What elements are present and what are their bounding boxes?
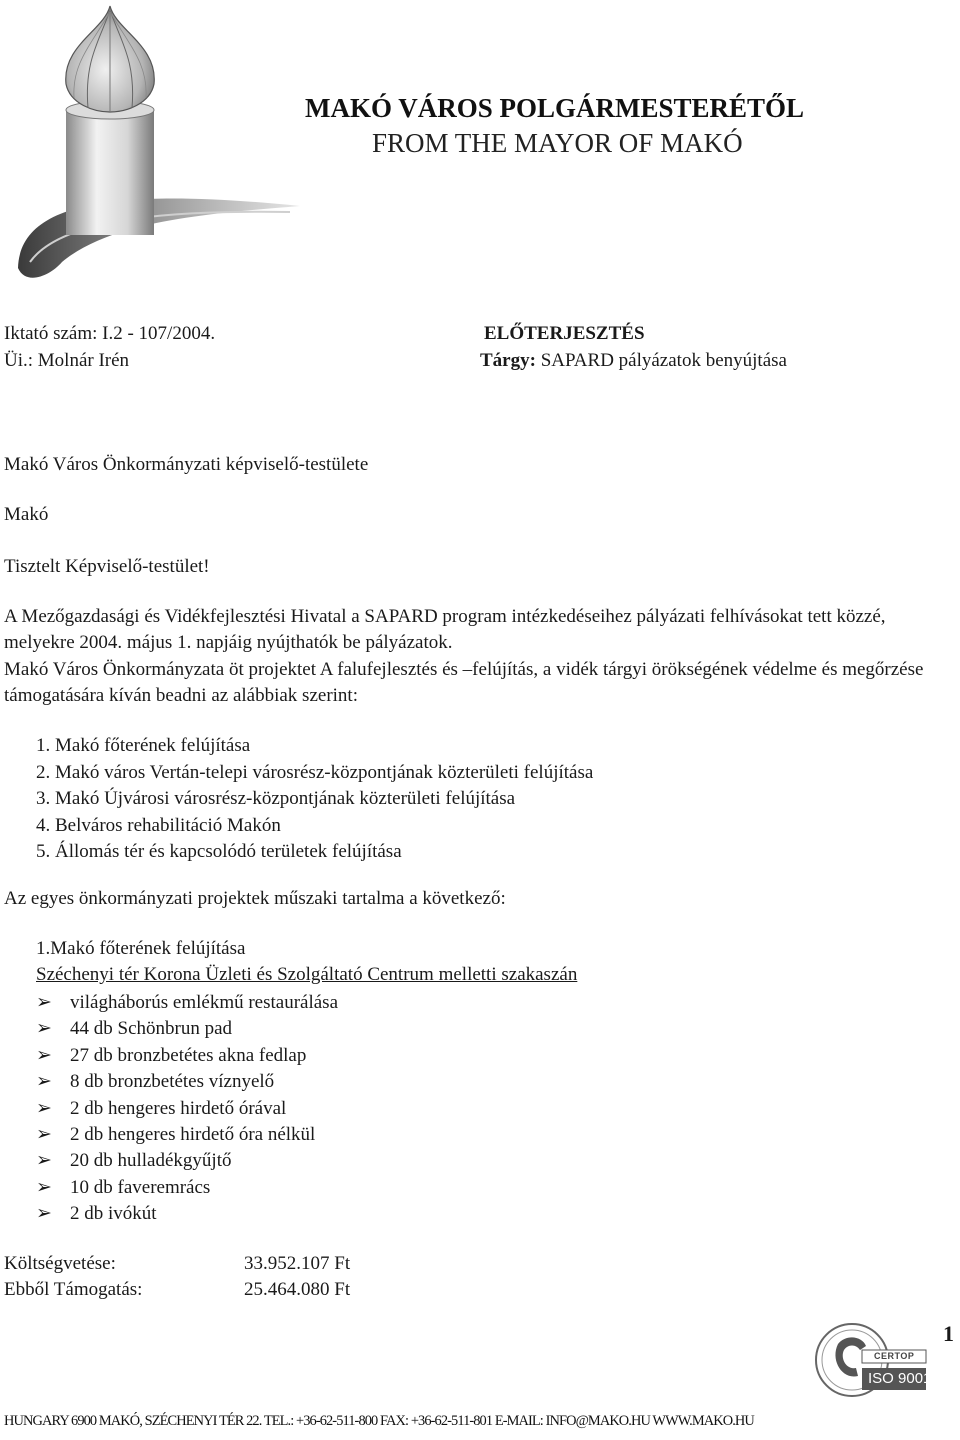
title-english: FROM THE MAYOR OF MAKÓ: [372, 128, 743, 158]
arrow-bullet-icon: ➢: [36, 1150, 52, 1172]
arrow-bullet-icon: ➢: [36, 1124, 52, 1146]
section-heading: 1.Makó főterének felújítása: [36, 938, 246, 959]
list-item: 2. Makó város Vertán-telepi városrész-központjának közterületi felújítása: [36, 761, 594, 783]
list-item: 1. Makó főterének felújítása: [36, 735, 251, 756]
salutation: Tisztelt Képviselő-testület!: [4, 556, 210, 577]
arrow-bullet-icon: ➢: [36, 992, 52, 1013]
list-item: [36, 1148, 338, 1174]
list-item: [36, 1175, 338, 1201]
registration-number: Iktató szám: I.2 - 107/2004.: [4, 323, 216, 344]
subject-label: Tárgy:: [480, 350, 536, 371]
intro-paragraph-1: A Mezőgazdasági és Vidékfejlesztési Hivatal a SAPARD program intézkedéseihez pályázati felhívásokat tett közzé, melyekre 2004. május 1. napjáig nyújthatók be pályázatok.: [4, 606, 886, 653]
list-item-text: 20 db hulladékgyűjtő: [70, 1150, 232, 1172]
list-item-text: 10 db faveremrács: [70, 1176, 211, 1198]
list-item-text: 44 db Schönbrun pad: [70, 1018, 233, 1040]
subject-value: SAPARD pályázatok benyújtása: [540, 350, 787, 371]
arrow-bullet-icon: ➢: [36, 1203, 52, 1225]
section-subheading: Széchenyi tér Korona Üzleti és Szolgáltató Centrum melletti szakaszán: [36, 964, 578, 985]
list-item: [36, 1201, 338, 1227]
budget-support-label: Ebből Támogatás:: [4, 1279, 143, 1300]
subject-line: [480, 350, 787, 372]
list-item: 5. Állomás tér és kapcsolódó területek felújítása: [36, 841, 402, 863]
budget-support-value: 25.464.080 Ft: [244, 1279, 351, 1300]
arrow-bullet-icon: ➢: [36, 1044, 52, 1066]
project-list: [36, 733, 593, 866]
certifier-brand: CERTOP: [874, 1351, 915, 1361]
page-number: 1: [943, 1321, 954, 1346]
arrow-bullet-icon: ➢: [36, 1071, 52, 1093]
intro-paragraph-2: Makó Város Önkormányzata öt projektet A falufejlesztés és –felújítás, a vidék tárgyi örökségének védelme és megőrzése támogatására kíván beadni az alábbiak szerint:: [4, 659, 924, 706]
budget-total-value: 33.952.107 Ft: [244, 1253, 351, 1274]
list-item-text: 2 db hengeres hirdető órával: [70, 1097, 287, 1119]
list-item: 4. Belváros rehabilitáció Makón: [36, 814, 281, 836]
document-type: ELŐTERJESZTÉS: [484, 323, 645, 344]
title-hungarian: MAKÓ VÁROS POLGÁRMESTERÉTŐL: [305, 93, 805, 123]
list-item: [36, 990, 338, 1016]
list-item: [36, 1043, 338, 1069]
arrow-bullet-icon: ➢: [36, 1097, 52, 1119]
budget-total-label: Költségvetése:: [4, 1253, 116, 1274]
addressee-body: Makó Város Önkormányzati képviselő-testülete: [4, 454, 369, 475]
case-handler: Üi.: Molnár Irén: [4, 350, 130, 371]
list-item-text: 27 db bronzbetétes akna fedlap: [70, 1044, 307, 1066]
list-item: [36, 1096, 338, 1122]
equipment-list: [36, 990, 338, 1228]
addressee-city: Makó: [4, 504, 49, 525]
footer-contact: HUNGARY 6900 MAKÓ, SZÉCHENYI TÉR 22. TEL.: +36-62-511-800 FAX: +36-62-511-801 E-MAIL: INFO@MAKO.HU WWW.MAKO.HU: [4, 1413, 754, 1429]
iso-certification-logo: [812, 1320, 932, 1400]
iso-standard: ISO 9001: [868, 1370, 932, 1387]
technical-intro: Az egyes önkormányzati projektek műszaki tartalma a következő:: [4, 888, 506, 909]
arrow-bullet-icon: ➢: [36, 1018, 52, 1040]
list-item: 3. Makó Újvárosi városrész-központjának közterületi felújítása: [36, 788, 516, 810]
list-item-text: világháborús emlékmű restaurálása: [70, 992, 339, 1013]
list-item: [36, 1122, 338, 1148]
arrow-bullet-icon: ➢: [36, 1176, 52, 1198]
list-item-text: 2 db ivókút: [70, 1203, 157, 1225]
list-item-text: 2 db hengeres hirdető óra nélkül: [70, 1124, 316, 1146]
list-item-text: 8 db bronzbetétes víznyelő: [70, 1071, 275, 1093]
list-item: [36, 1069, 338, 1095]
list-item: [36, 1016, 338, 1042]
onion-column-logo: [0, 0, 310, 300]
